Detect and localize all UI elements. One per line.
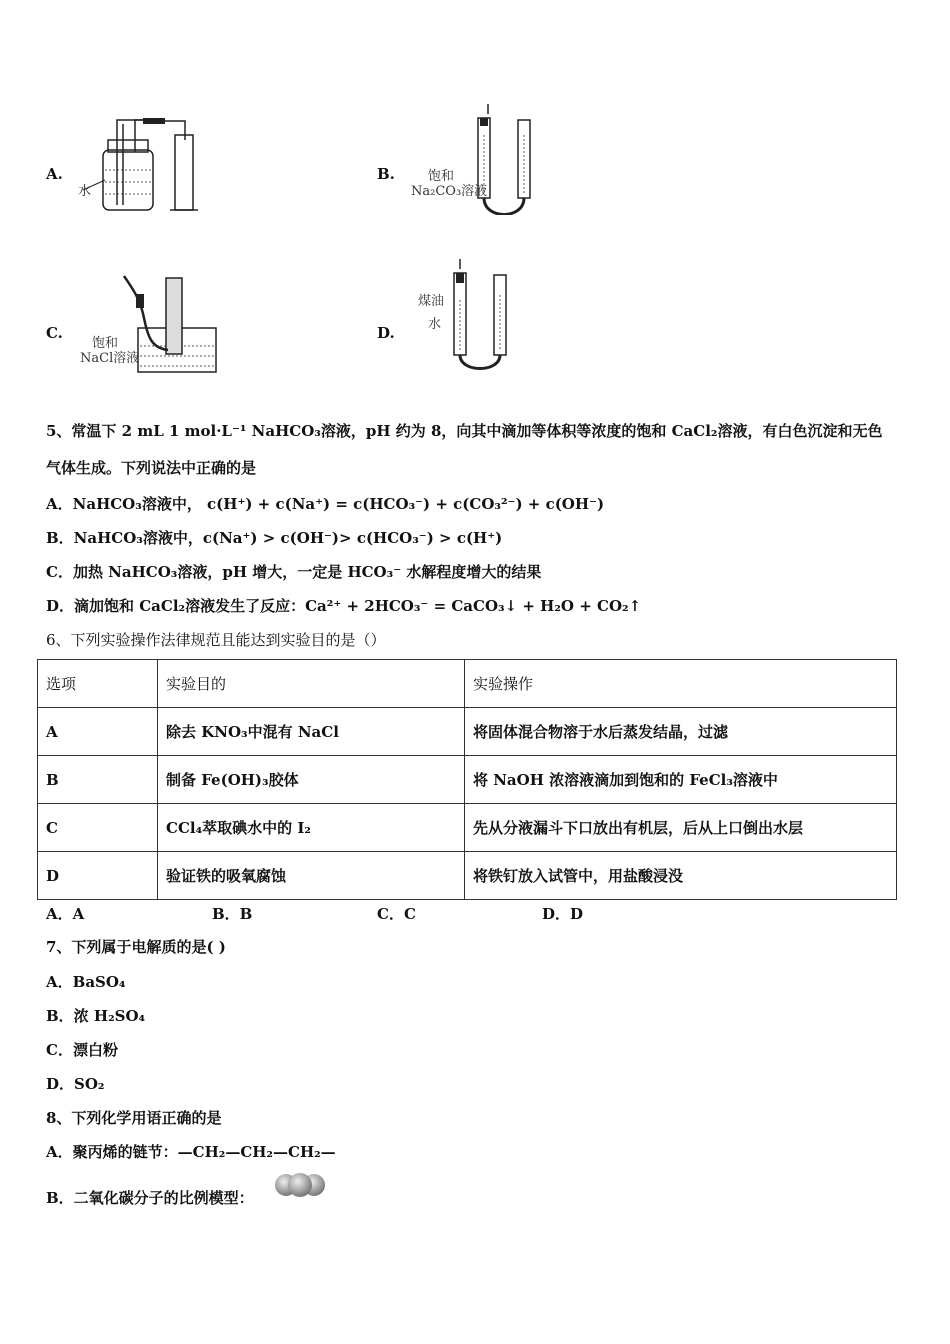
figure-a-water-label: 水: [78, 184, 92, 199]
q5-stem-line2: 气体生成。下列说法中正确的是: [46, 459, 257, 477]
table-cell: D: [38, 852, 158, 900]
u-tube-diagram-d: [442, 255, 522, 375]
gas-collection-bottle-diagram: [75, 110, 205, 220]
header-cell: 实验操作: [465, 660, 897, 708]
table-cell: 除去 KNO₃中混有 NaCl: [158, 708, 465, 756]
figure-d-water-label: 水: [428, 317, 442, 332]
q5-option-c: C．加热 NaHCO₃溶液，pH 增大，一定是 HCO₃⁻ 水解程度增大的结果: [46, 563, 542, 581]
table-row: [38, 708, 897, 756]
table-cell: C: [38, 804, 158, 852]
figure-c-solution-label: NaCl溶液: [80, 351, 140, 366]
header-cell: 选项: [38, 660, 158, 708]
figure-b-saturated-label: 饱和: [428, 169, 455, 184]
q7-stem: 7、下列属于电解质的是( ): [46, 938, 226, 956]
q8-option-a: A．聚丙烯的链节：—CH₂—CH₂—CH₂—: [46, 1143, 336, 1161]
q7-option-a: A．BaSO₄: [46, 973, 126, 991]
figure-d-label: D.: [377, 324, 395, 342]
table-cell: A: [38, 708, 158, 756]
figure-a-label: A.: [46, 165, 63, 183]
q7-option-c: C．漂白粉: [46, 1041, 118, 1059]
figure-b-solution-label: Na₂CO₃溶液: [411, 184, 488, 199]
figure-c-saturated-label: 饱和: [92, 336, 119, 351]
q5-option-d: D．滴加饱和 CaCl₂溶液发生了反应：Ca²⁺ + 2HCO₃⁻ = CaCO₃↓ + H₂O + CO₂↑: [46, 597, 642, 615]
table-cell: 先从分液漏斗下口放出有机层，后从上口倒出水层: [465, 804, 897, 852]
q6-option-d: D．D: [542, 905, 584, 923]
co2-space-filling-model-icon: [272, 1170, 328, 1200]
q5-option-b: B．NaHCO₃溶液中，c(Na⁺) > c(OH⁻)> c(HCO₃⁻) > c(H⁺): [46, 529, 503, 547]
table-cell: B: [38, 756, 158, 804]
table-row: [38, 852, 897, 900]
table-row: [38, 756, 897, 804]
table-cell: 验证铁的吸氧腐蚀: [158, 852, 465, 900]
header-cell: 实验目的: [158, 660, 465, 708]
q5-option-a: A．NaHCO₃溶液中， c(H⁺) + c(Na⁺) = c(HCO₃⁻) + c(CO₃²⁻) + c(OH⁻): [46, 495, 605, 513]
table-cell: 制备 Fe(OH)₃胶体: [158, 756, 465, 804]
table-cell: CCl₄萃取碘水中的 I₂: [158, 804, 465, 852]
q6-option-c: C．C: [377, 905, 416, 923]
q6-option-a: A．A: [46, 905, 85, 923]
q6-stem: 6、下列实验操作法律规范且能达到实验目的是（）: [46, 631, 386, 649]
q6-table: [37, 659, 897, 900]
table-header-row: [38, 660, 897, 708]
q7-option-b: B．浓 H₂SO₄: [46, 1007, 146, 1025]
figure-c-label: C.: [46, 324, 63, 342]
figure-d-kerosene-label: 煤油: [418, 294, 445, 309]
q8-option-b: B．二氧化碳分子的比例模型：: [46, 1189, 254, 1207]
q7-option-d: D．SO₂: [46, 1075, 105, 1093]
q6-option-b: B．B: [212, 905, 253, 923]
table-row: [38, 804, 897, 852]
table-cell: 将铁钉放入试管中，用盐酸浸没: [465, 852, 897, 900]
table-cell: 将 NaOH 浓溶液滴加到饱和的 FeCl₃溶液中: [465, 756, 897, 804]
table-cell: 将固体混合物溶于水后蒸发结晶，过滤: [465, 708, 897, 756]
q8-stem: 8、下列化学用语正确的是: [46, 1109, 222, 1127]
q5-stem-line1: 5、常温下 2 mL 1 mol·L⁻¹ NaHCO₃溶液，pH 约为 8，向其中滴加等体积等浓度的饱和 CaCl₂溶液，有白色沉淀和无色: [46, 422, 883, 440]
figure-b-label: B.: [377, 165, 395, 183]
